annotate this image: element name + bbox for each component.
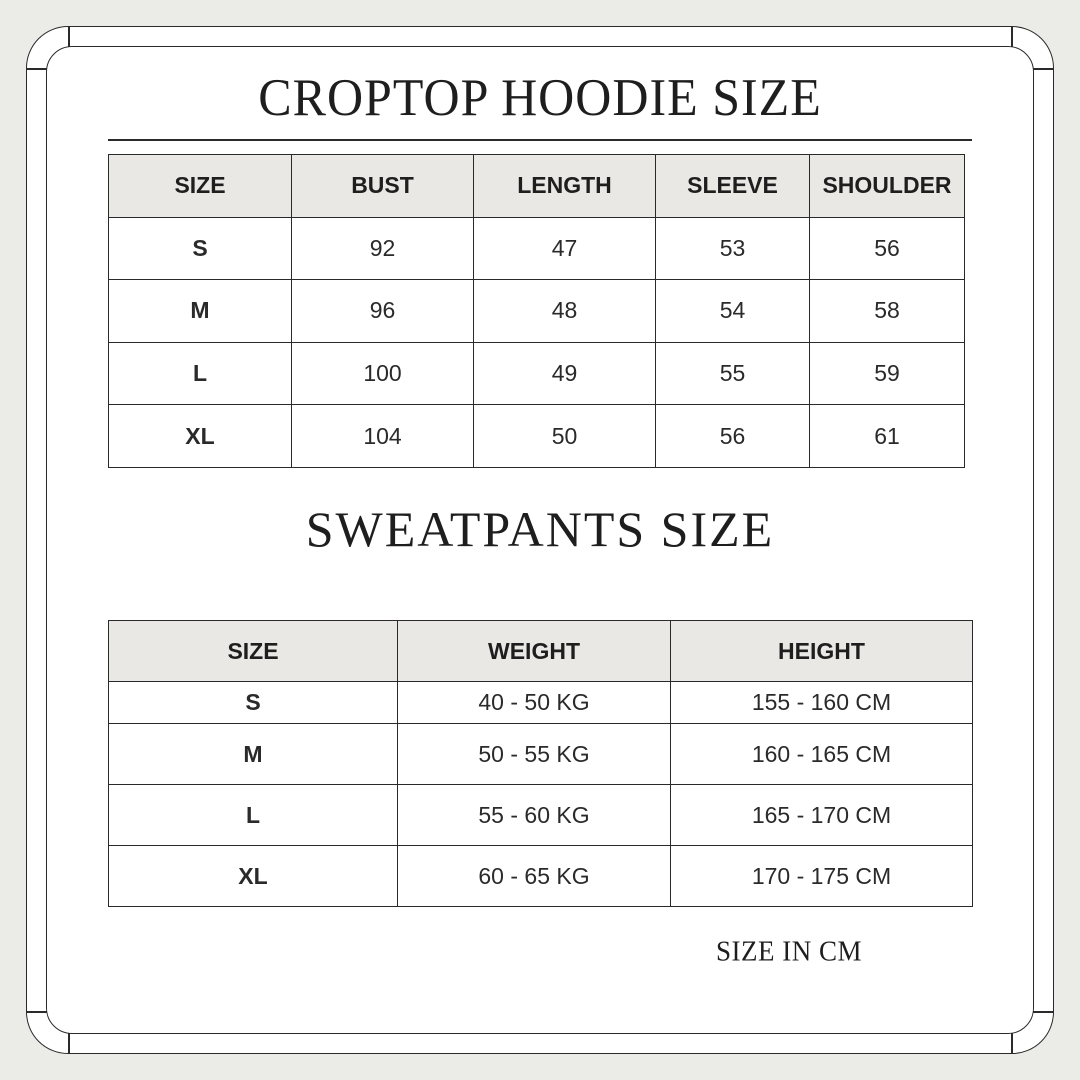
sleeve-cell: 53	[656, 217, 810, 280]
shoulder-cell: 56	[810, 217, 965, 280]
height-cell: 170 - 175 CM	[671, 846, 973, 907]
size-cell: M	[109, 724, 398, 785]
size-cell: S	[109, 682, 398, 724]
header-weight: WEIGHT	[398, 621, 671, 682]
corner-tick	[26, 1011, 47, 1013]
size-cell: XL	[109, 405, 292, 468]
size-cell: L	[109, 342, 292, 405]
shoulder-cell: 59	[810, 342, 965, 405]
header-size: SIZE	[109, 621, 398, 682]
sleeve-cell: 55	[656, 342, 810, 405]
table-header-row	[109, 155, 965, 218]
shoulder-cell: 58	[810, 280, 965, 343]
height-cell: 165 - 170 CM	[671, 785, 973, 846]
weight-cell: 55 - 60 KG	[398, 785, 671, 846]
header-sleeve: SLEEVE	[656, 155, 810, 218]
size-unit-note: SIZE IN CM	[716, 935, 862, 967]
table-row	[109, 724, 973, 785]
height-cell: 160 - 165 CM	[671, 724, 973, 785]
table-row	[109, 342, 965, 405]
table-row	[109, 846, 973, 907]
table-row	[109, 785, 973, 846]
height-cell: 155 - 160 CM	[671, 682, 973, 724]
table-row	[109, 280, 965, 343]
header-size: SIZE	[109, 155, 292, 218]
table-row	[109, 405, 965, 468]
size-cell: M	[109, 280, 292, 343]
sweatpants-size-table	[108, 620, 973, 907]
weight-cell: 40 - 50 KG	[398, 682, 671, 724]
table-header-row	[109, 621, 973, 682]
header-bust: BUST	[292, 155, 474, 218]
header-height: HEIGHT	[671, 621, 973, 682]
corner-tick	[1011, 26, 1013, 47]
hoodie-size-table	[108, 154, 965, 468]
bust-cell: 96	[292, 280, 474, 343]
length-cell: 50	[474, 405, 656, 468]
corner-tick	[1033, 1011, 1054, 1013]
corner-tick	[68, 26, 70, 47]
header-shoulder: SHOULDER	[810, 155, 965, 218]
weight-cell: 50 - 55 KG	[398, 724, 671, 785]
corner-tick	[1011, 1033, 1013, 1054]
table-row	[109, 217, 965, 280]
weight-cell: 60 - 65 KG	[398, 846, 671, 907]
sleeve-cell: 54	[656, 280, 810, 343]
sweatpants-size-title: SWEATPANTS SIZE	[305, 501, 775, 557]
table-row	[109, 682, 973, 724]
title-divider	[108, 139, 972, 141]
corner-tick	[68, 1033, 70, 1054]
bust-cell: 104	[292, 405, 474, 468]
hoodie-size-title: CROPTOP HOODIE SIZE	[258, 67, 822, 127]
length-cell: 47	[474, 217, 656, 280]
length-cell: 49	[474, 342, 656, 405]
size-cell: XL	[109, 846, 398, 907]
bust-cell: 92	[292, 217, 474, 280]
length-cell: 48	[474, 280, 656, 343]
size-cell: S	[109, 217, 292, 280]
sleeve-cell: 56	[656, 405, 810, 468]
size-cell: L	[109, 785, 398, 846]
header-length: LENGTH	[474, 155, 656, 218]
shoulder-cell: 61	[810, 405, 965, 468]
bust-cell: 100	[292, 342, 474, 405]
